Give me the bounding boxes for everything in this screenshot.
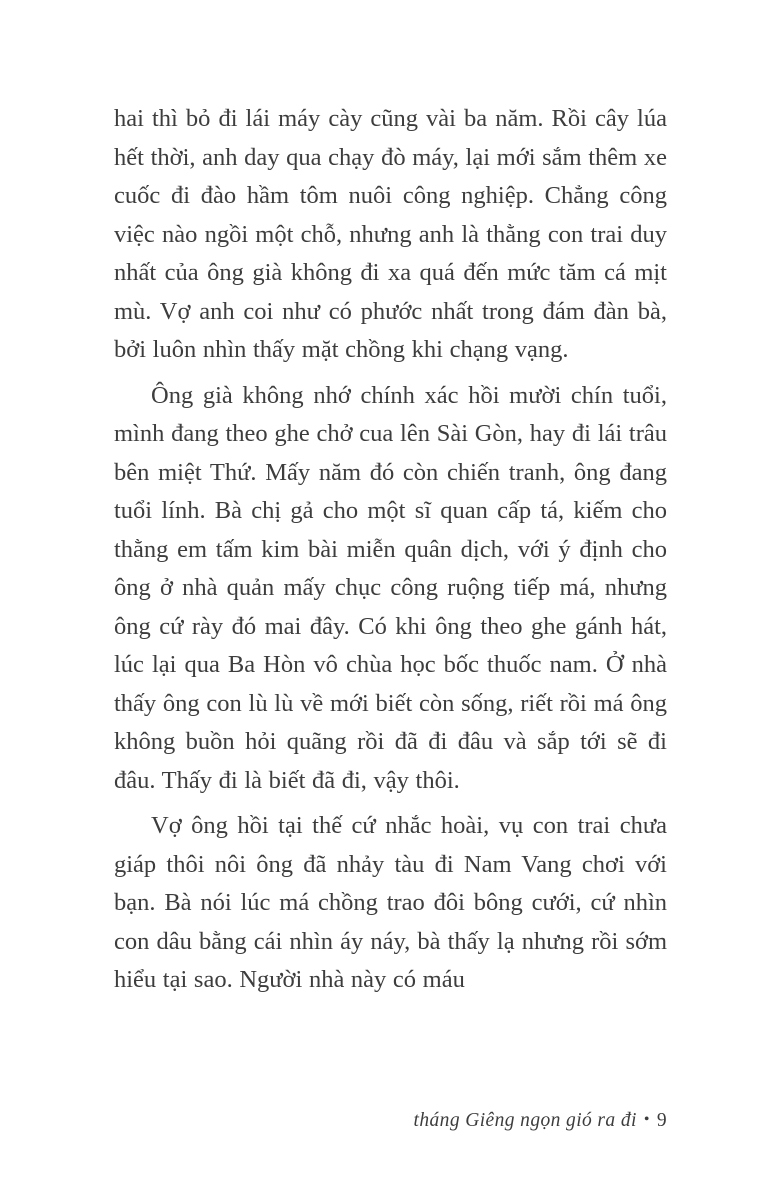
running-title: tháng Giêng ngọn gió ra đi xyxy=(413,1110,637,1131)
page-number: 9 xyxy=(656,1110,667,1131)
paragraph: hai thì bỏ đi lái máy cày cũng vài ba năm. Rồi cây lúa hết thời, anh day qua chạy đò máy, lại mới sắm thêm xe cuốc đi đào hầm tôm nuôi công nghiệp. Chẳng công việc nào ngồi một chỗ, nhưng anh là thằng con trai duy nhất của ông già không đi xa quá đến mức tăm cá mịt mù. Vợ anh coi như có phước nhất trong đám đàn bà, bởi luôn nhìn thấy mặt chồng khi chạng vạng. xyxy=(114,105,667,363)
page-footer xyxy=(414,1110,667,1132)
paragraph: Ông già không nhớ chính xác hồi mười chín tuổi, mình đang theo ghe chở cua lên Sài Gòn, hay đi lái trâu bên miệt Thứ. Mấy năm đó còn chiến tranh, ông đang tuổi lính. Bà chị gả cho một sĩ quan cấp tá, kiếm cho thằng em tấm kim bài miễn quân dịch, với ý định cho ông ở nhà quản mấy chục công ruộng tiếp má, nhưng ông cứ rày đó mai đây. Có khi ông theo ghe gánh hát, lúc lại qua Ba Hòn vô chùa học bốc thuốc nam. Ở nhà thấy ông con lù lù về mới biết còn sống, riết rồi má ông không buồn hỏi quãng rồi đã đi đâu và sắp tới sẽ đi đâu. Thấy đi là biết đã đi, vậy thôi. xyxy=(114,381,667,794)
footer-separator: • xyxy=(643,1111,650,1128)
text-block xyxy=(114,100,667,1007)
paragraph: Vợ ông hồi tại thế cứ nhắc hoài, vụ con trai chưa giáp thôi nôi ông đã nhảy tàu đi Nam Vang chơi với bạn. Bà nói lúc má chồng trao đôi bông cưới, cứ nhìn con dâu bằng cái nhìn áy náy, bà thấy lạ nhưng rồi sớm hiểu tại sao. Người nhà này có máu xyxy=(114,812,667,993)
